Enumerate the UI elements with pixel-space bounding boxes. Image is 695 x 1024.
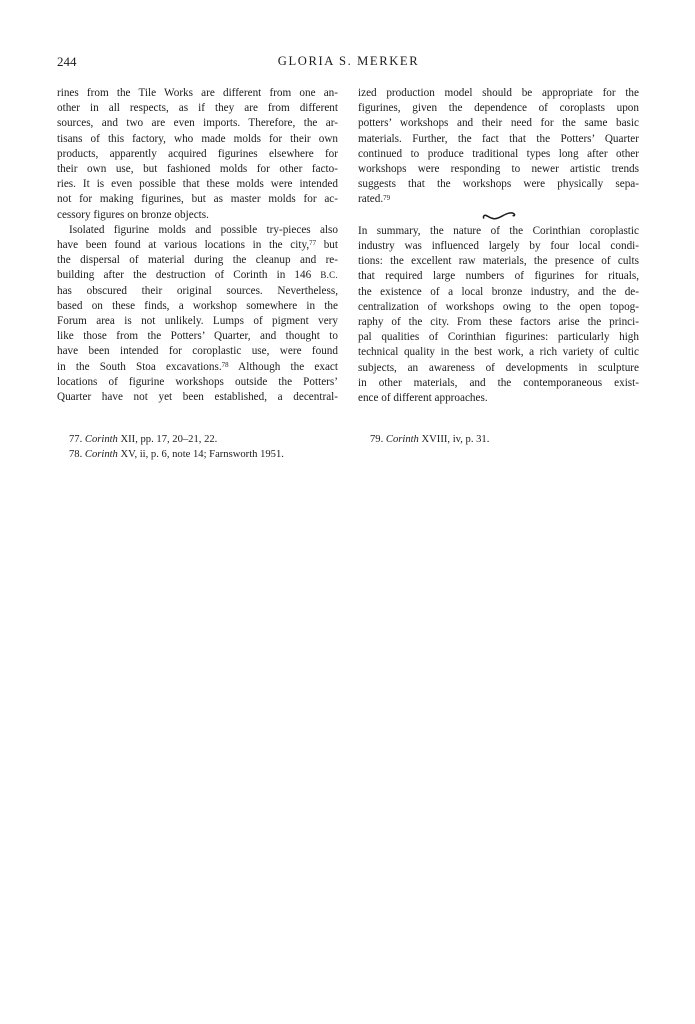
footnote: 78. Corinth XV, ii, p. 6, note 14; Farnsworth 1951. [69,449,284,460]
page-number: 244 [57,54,77,69]
text-line: their own use, but fashioned molds for other facto- [57,163,338,176]
left-column [57,86,338,405]
right-footnotes [358,432,639,447]
text-line: technical quality in the best work, a rich variety of cultic [358,346,639,359]
text-line: suggests that the workshops were physically sepa- [358,178,639,191]
text-line: Isolated figurine molds and possible try-pieces also [69,223,338,236]
text-line: that required large numbers of figurines for rituals, [358,270,639,283]
paragraph [358,86,639,208]
text-line: rated.$^{79}$ [358,193,391,206]
text-line: raphy of the city. From these factors arise the princi- [358,316,639,329]
text-line: not for making figurines, but as master molds for ac- [57,193,338,206]
text-line: materials. Further, the fact that the Potters’ Quarter [358,132,639,145]
text-line: Forum area is not unlikely. Lumps of pigment very [57,315,338,328]
text-line: in the South Stoa excavations.$^{78}$ Although the exact [57,360,338,373]
text-line: figurines, given the dependence of coroplasts upon [358,102,639,115]
text-line: have been intended for coroplastic use, were found [57,345,338,358]
left-footnotes [57,432,338,462]
text-line: workshops were responding to newer artistic trends [358,163,639,176]
paragraph [57,86,338,223]
text-line: tions: the excellent raw materials, the presence of cults [358,255,639,268]
swung-dash-icon [481,210,517,223]
text-line: the existence of a local bronze industry, and the de- [358,285,639,298]
text-line: building after the destruction of Corinth in 146 B.C. [57,269,338,282]
text-line: sources, and two are even imports. Therefore, the ar- [57,117,338,130]
text-line: centralization of workshops owing to the open topog- [358,300,639,313]
section-divider-ornament [358,208,639,224]
text-line: products, apparently acquired figurines elsewhere for [57,147,338,160]
text-line: locations of figurine workshops outside the Potters’ [57,375,338,388]
text-line: subjects, an awareness of developments in sculpture [358,361,639,374]
text-line: other in all respects, as if they are from different [57,102,338,115]
text-line: cessory figures on bronze objects. [57,208,209,221]
text-line: potters’ workshops and their need for the same basic [358,117,639,130]
text-line: ries. It is even possible that these molds were intended [57,178,338,191]
text-line: industry was influenced largely by four local condi- [358,240,639,253]
footnote: 79. Corinth XVIII, iv, p. 31. [370,434,490,445]
text-line: rines from the Tile Works are different from one an- [57,87,338,99]
text-line: continued to produce traditional types long after other [358,147,639,160]
running-head: GLORIA S. MERKER [277,54,420,68]
footnote: 77. Corinth XII, pp. 17, 20–21, 22. [69,434,218,445]
text-line: like those from the Potters’ Quarter, and thought to [57,330,338,343]
text-line: has obscured their original sources. Nevertheless, [57,284,338,297]
text-line: pal qualities of Corinthian figurines: particularly high [358,331,639,344]
text-line: tisans of this factory, who made molds for their own [57,132,338,145]
text-line: ence of different approaches. [358,392,488,405]
text-line: ized production model should be appropriate for the [358,87,639,99]
paragraph [57,223,338,405]
paragraph [358,224,639,406]
text-line: the dispersal of material during the cleanup and re- [57,254,338,267]
page-header [57,54,640,72]
text-line: Quarter have not yet been established, a decentral- [57,391,338,404]
text-line: in other materials, and the contemporaneous exist- [358,376,639,389]
right-column [358,86,639,406]
text-line: In summary, the nature of the Corinthian coroplastic [358,224,639,237]
text-line: based on these finds, a workshop somewhere in the [57,299,338,312]
text-line: have been found at various locations in the city,$^{77}$ but [57,239,339,252]
